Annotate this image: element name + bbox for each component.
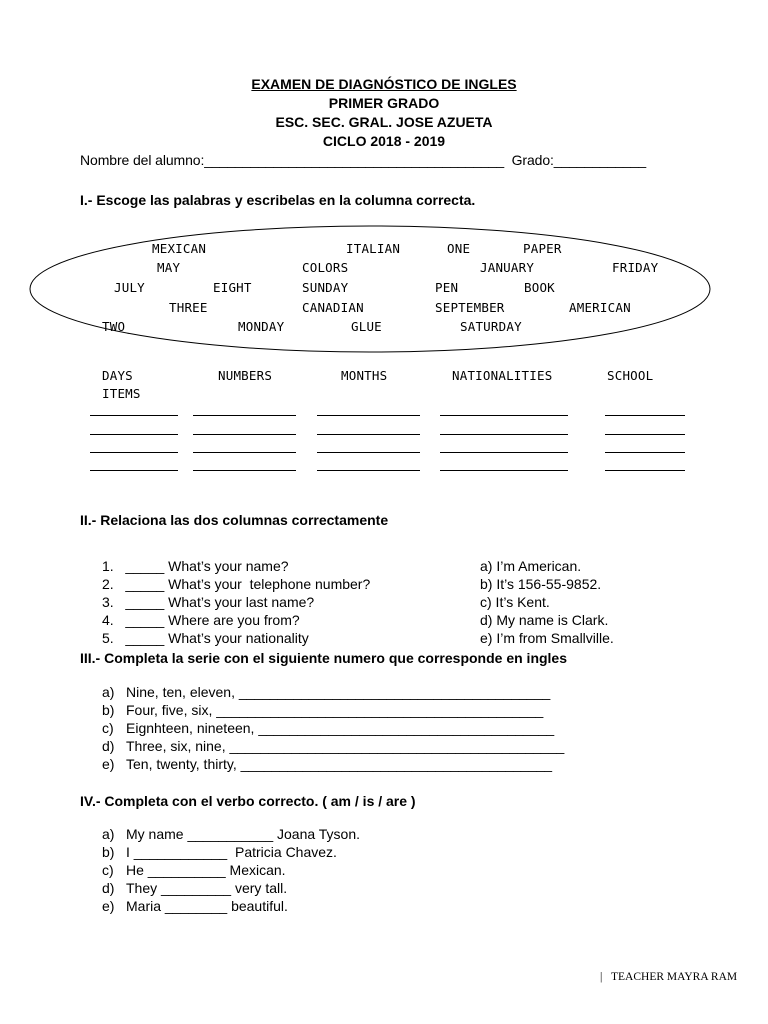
answer-d: d) My name is Clark.	[480, 612, 609, 628]
verb-item-e: Maria ________ beautiful.	[126, 898, 288, 914]
series-label-d: d)	[102, 738, 115, 754]
question-5: 5. _____ What’s your nationality	[102, 630, 309, 646]
verb-label-a: a)	[102, 826, 115, 842]
question-1: 1. _____ What’s your name?	[102, 558, 289, 574]
answer-a: a) I’m American.	[480, 558, 582, 574]
answer-blank-line[interactable]	[317, 434, 420, 435]
answer-blank-line[interactable]	[440, 452, 568, 453]
footer-separator: |	[600, 971, 603, 983]
word-bank-word: MONDAY	[238, 319, 285, 334]
cycle-heading: CICLO 2018 - 2019	[322, 133, 446, 149]
answer-c: c) It’s Kent.	[480, 594, 550, 610]
answer-blank-line[interactable]	[193, 452, 296, 453]
series-label-e: e)	[102, 756, 115, 772]
column-nationalities: NATIONALITIES	[452, 368, 553, 383]
grade-heading: PRIMER GRADO	[328, 95, 440, 111]
question-4: 4. _____ Where are you from?	[102, 612, 300, 628]
word-bank-word: MEXICAN	[152, 241, 207, 256]
answer-blank-line[interactable]	[193, 470, 296, 471]
word-bank-word: COLORS	[302, 260, 349, 275]
word-bank-word: PAPER	[523, 241, 562, 256]
column-days-items: ITEMS	[102, 386, 141, 401]
word-bank-word: SEPTEMBER	[435, 300, 505, 315]
answer-blank-line[interactable]	[90, 452, 178, 453]
series-label-a: a)	[102, 684, 115, 700]
column-school: SCHOOL	[607, 368, 654, 383]
answer-blank-line[interactable]	[605, 415, 685, 416]
section-1-heading: I.- Escoge las palabras y escribelas en la columna correcta.	[80, 192, 476, 208]
verb-label-e: e)	[102, 898, 115, 914]
word-bank-word: MAY	[157, 260, 181, 275]
series-item-a: Nine, ten, eleven, ________________________________________	[126, 684, 551, 700]
series-label-c: c)	[102, 720, 114, 736]
answer-blank-line[interactable]	[317, 452, 420, 453]
verb-label-b: b)	[102, 844, 115, 860]
word-bank-word: ITALIAN	[346, 241, 401, 256]
answer-blank-line[interactable]	[605, 452, 685, 453]
series-label-b: b)	[102, 702, 115, 718]
answer-e: e) I’m from Smallville.	[480, 630, 614, 646]
word-bank-word: THREE	[169, 300, 208, 315]
word-bank-word: TWO	[102, 319, 126, 334]
answer-blank-line[interactable]	[605, 470, 685, 471]
answer-blank-line[interactable]	[193, 434, 296, 435]
column-numbers: NUMBERS	[218, 368, 273, 383]
answer-blank-line[interactable]	[440, 470, 568, 471]
answer-blank-line[interactable]	[90, 415, 178, 416]
series-item-c: Eignhteen, nineteen, ______________________________________	[126, 720, 555, 736]
series-item-b: Four, five, six, __________________________________________	[126, 702, 544, 718]
exam-title: EXAMEN DE DIAGNÓSTICO DE INGLES	[251, 76, 517, 92]
answer-b: b) It’s 156-55-9852.	[480, 576, 602, 592]
column-days: DAYS	[102, 368, 133, 383]
answer-blank-line[interactable]	[440, 434, 568, 435]
verb-item-c: He __________ Mexican.	[126, 862, 286, 878]
word-bank-word: CANADIAN	[302, 300, 364, 315]
section-3-heading: III.- Completa la serie con el siguiente numero que corresponde en ingles	[80, 650, 568, 666]
word-bank-word: EIGHT	[213, 280, 252, 295]
series-item-d: Three, six, nine, ___________________________________________	[126, 738, 565, 754]
answer-blank-line[interactable]	[440, 415, 568, 416]
word-bank-word: SUNDAY	[302, 280, 349, 295]
verb-label-d: d)	[102, 880, 115, 896]
section-4-heading: IV.- Completa con el verbo correcto. ( am / is / are )	[80, 793, 416, 809]
series-item-e: Ten, twenty, thirty, ________________________________________	[126, 756, 553, 772]
word-bank-word: AMERICAN	[569, 300, 631, 315]
word-bank-word: JULY	[114, 280, 145, 295]
answer-blank-line[interactable]	[317, 415, 420, 416]
footer-teacher: TEACHER MAYRA RAM	[611, 971, 738, 983]
word-bank-word: ONE	[447, 241, 471, 256]
answer-blank-line[interactable]	[90, 470, 178, 471]
question-2: 2. _____ What’s your telephone number?	[102, 576, 371, 592]
verb-label-c: c)	[102, 862, 114, 878]
word-bank-word: SATURDAY	[460, 319, 522, 334]
word-bank-word: FRIDAY	[612, 260, 659, 275]
answer-blank-line[interactable]	[605, 434, 685, 435]
school-heading: ESC. SEC. GRAL. JOSE AZUETA	[275, 114, 493, 130]
word-bank-word: PEN	[435, 280, 459, 295]
word-bank-word: GLUE	[351, 319, 382, 334]
question-3: 3. _____ What’s your last name?	[102, 594, 315, 610]
verb-item-b: I ____________ Patricia Chavez.	[126, 844, 337, 860]
column-months: MONTHS	[341, 368, 388, 383]
answer-blank-line[interactable]	[90, 434, 178, 435]
word-bank-word: JANUARY	[480, 260, 535, 275]
verb-item-a: My name ___________ Joana Tyson.	[126, 826, 361, 842]
word-bank-word: BOOK	[524, 280, 555, 295]
answer-blank-line[interactable]	[317, 470, 420, 471]
section-2-heading: II.- Relaciona las dos columnas correctamente	[80, 512, 389, 528]
student-name-line: Nombre del alumno:_______________________________________ Grado:____________	[80, 152, 647, 168]
verb-item-d: They _________ very tall.	[126, 880, 288, 896]
answer-blank-line[interactable]	[193, 415, 296, 416]
